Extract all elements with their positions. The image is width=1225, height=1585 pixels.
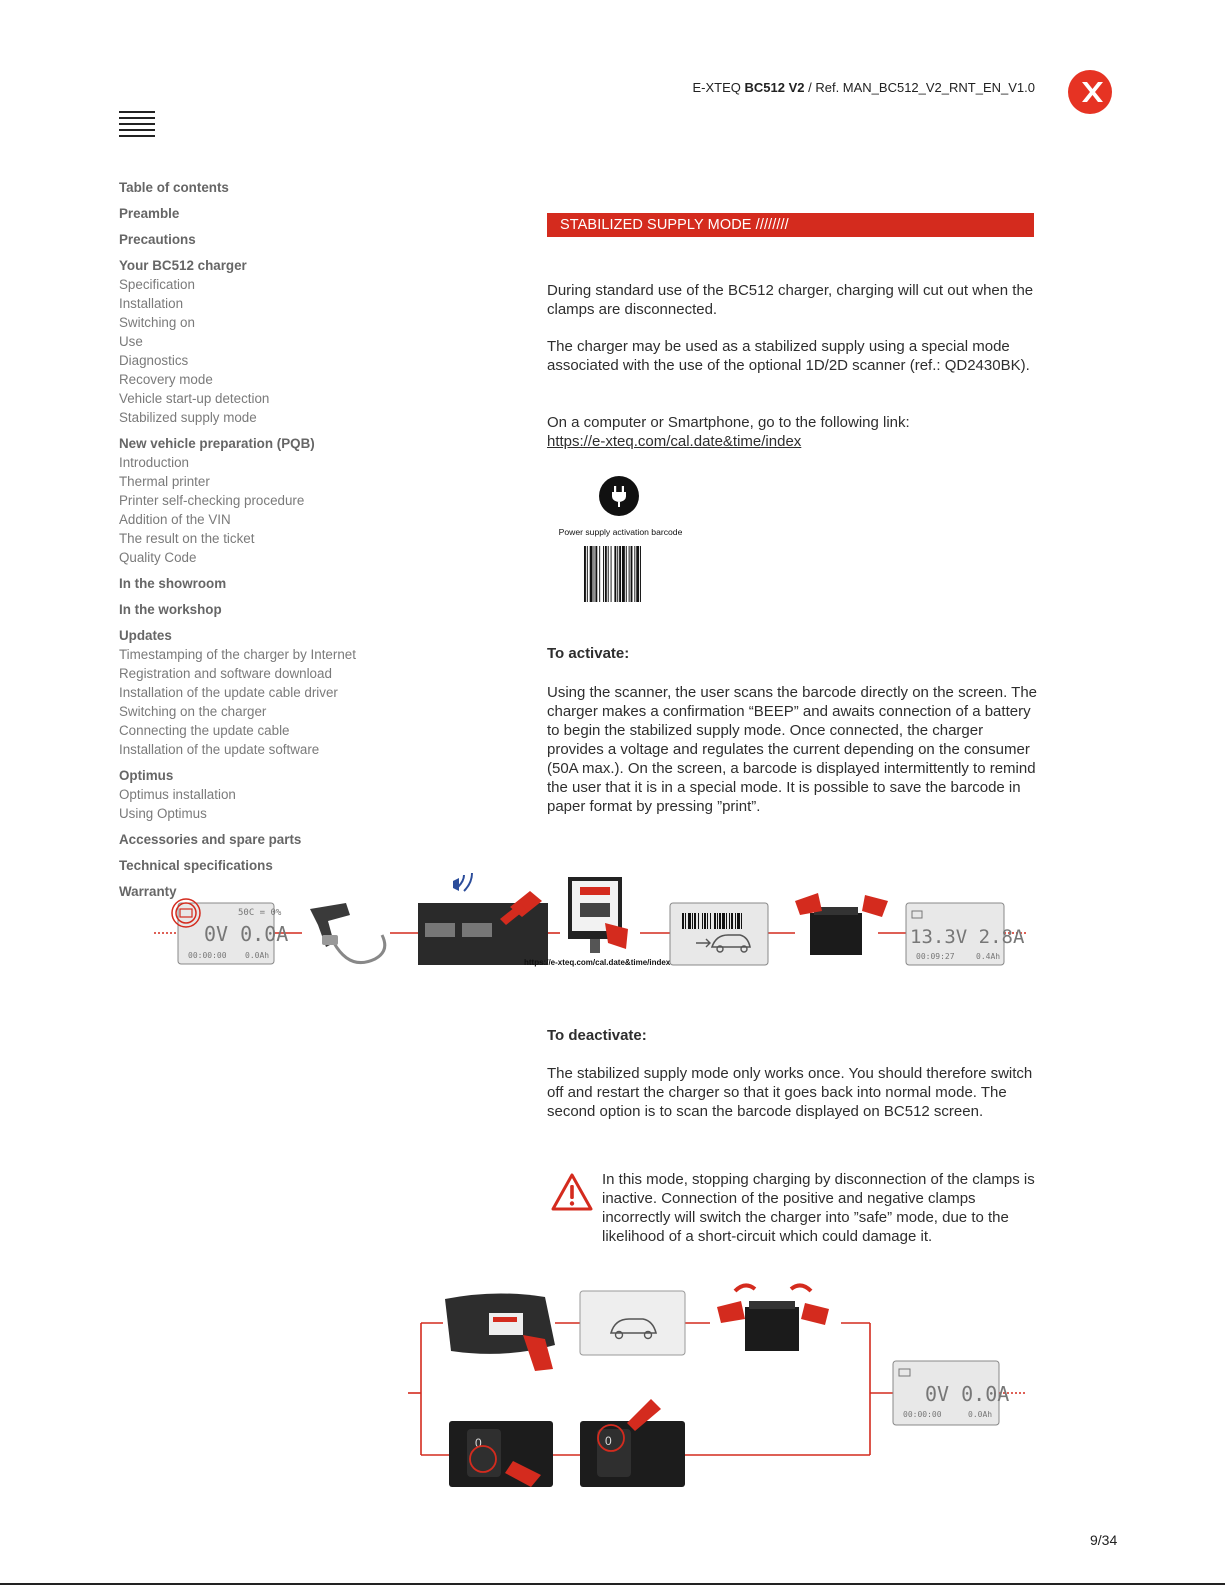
toc-item[interactable]: Vehicle start-up detection	[119, 391, 270, 406]
lcd-start-top: 50C = 0%	[238, 908, 282, 918]
toc-item[interactable]: Stabilized supply mode	[119, 410, 257, 425]
toc-item[interactable]: Switching on	[119, 315, 195, 330]
lcd-end-main: 13.3V 2.8A	[910, 926, 1025, 948]
lcd-screen-start	[172, 899, 288, 964]
warning-text: In this mode, stopping charging by disconnection of the clamps is inactive. Connection of the positive and negative clamps incorrectly will switch the charger into ”safe” mode, due to the likelihood of a short-circuit which could damage it.	[602, 1171, 1035, 1245]
document-reference	[690, 80, 1035, 95]
toc-item[interactable]: Diagnostics	[119, 353, 189, 368]
model-name: BC512 V2	[744, 80, 805, 95]
calibration-link[interactable]: https://e-xteq.com/cal.date&time/index	[547, 433, 802, 450]
lcd-screen-reset	[893, 1361, 1009, 1425]
toc-item[interactable]: Using Optimus	[119, 806, 207, 821]
barcode-image[interactable]	[584, 546, 654, 602]
deactivate-paragraph: The stabilized supply mode only works once. You should therefore switch off and restart the charger so that it goes back into normal mode. The second option is to scan the barcode displayed on BC512 screen.	[547, 1065, 1033, 1120]
toc-item[interactable]: Introduction	[119, 455, 189, 470]
activation-barcode-block	[553, 472, 688, 607]
toc-item[interactable]: Printer self-checking procedure	[119, 493, 305, 508]
exteq-logo[interactable]	[1068, 70, 1112, 114]
toc-item[interactable]: Registration and software download	[119, 666, 332, 681]
toc-item[interactable]: Recovery mode	[119, 372, 213, 387]
handheld-scanner-image	[310, 903, 385, 963]
activate-heading: To activate:	[547, 645, 630, 662]
toc-section-optimus[interactable]: Optimus	[119, 768, 174, 783]
charger-back-panel-image	[418, 873, 548, 965]
toc-item[interactable]: Switching on the charger	[119, 704, 267, 719]
intro-paragraph: During standard use of the BC512 charger, charging will cut out when the clamps are disconnected.	[547, 282, 1034, 318]
toc-item[interactable]: Connecting the update cable	[119, 723, 290, 738]
lcd-start-ah: 0.0Ah	[245, 951, 270, 960]
reference-code: / Ref. MAN_BC512_V2_RNT_EN_V1.0	[808, 80, 1035, 95]
charger-scan-image	[445, 1293, 555, 1371]
toc-section-updates[interactable]: Updates	[119, 628, 172, 643]
toc-item[interactable]: Optimus installation	[119, 787, 236, 802]
car-screen	[580, 1291, 685, 1355]
toc-section-precautions[interactable]: Precautions	[119, 232, 196, 247]
toc-item[interactable]: Specification	[119, 277, 195, 292]
toc-item[interactable]: Installation	[119, 296, 184, 311]
lcd-reset-time: 00:00:00	[903, 1410, 942, 1419]
warning-triangle-icon	[550, 1172, 594, 1212]
deactivation-flow-diagram	[405, 1283, 1040, 1505]
toc-item[interactable]: Thermal printer	[119, 474, 210, 489]
toc-section-new-vehicle-preparation[interactable]: New vehicle preparation (PQB)	[119, 436, 315, 451]
toc-section-showroom[interactable]: In the showroom	[119, 576, 227, 591]
lcd-start-time: 00:00:00	[188, 951, 227, 960]
link-paragraph	[547, 413, 1037, 451]
toc-section-workshop[interactable]: In the workshop	[119, 602, 222, 617]
deactivate-heading: To deactivate:	[547, 1027, 647, 1044]
lcd-reset-main: 0V 0.0A	[925, 1382, 1010, 1406]
switch-label-1: 0	[475, 1436, 482, 1450]
toc-item[interactable]: Addition of the VIN	[119, 512, 231, 527]
link-intro: On a computer or Smartphone, go to the following link:	[547, 414, 910, 431]
brand-name: E-XTEQ	[692, 80, 741, 95]
toc-item[interactable]: Use	[119, 334, 143, 349]
lcd-end-ah: 0.4Ah	[976, 952, 1001, 961]
barcode-caption: Power supply activation barcode	[558, 527, 683, 537]
power-switch-image-2	[580, 1399, 685, 1487]
toc-section-preamble[interactable]: Preamble	[119, 206, 180, 221]
toc-section-table-of-contents[interactable]: Table of contents	[119, 180, 229, 195]
page-number: 9/34	[1090, 1532, 1118, 1548]
lcd-start-main: 0V 0.0A	[204, 922, 289, 946]
switch-label-2: 0	[605, 1434, 612, 1448]
flow-url-caption: https://e-xteq.com/cal.date&time/index	[524, 958, 671, 967]
table-of-contents	[119, 178, 419, 901]
battery-clamps-image	[795, 893, 888, 955]
lcd-reset-ah: 0.0Ah	[968, 1410, 993, 1419]
lcd-screen-end	[906, 903, 1025, 965]
lcd-end-time: 00:09:27	[916, 952, 955, 961]
toc-section-warranty[interactable]: Warranty	[119, 884, 177, 899]
battery-disconnect-image	[717, 1285, 829, 1351]
toc-item[interactable]: Timestamping of the charger by Internet	[119, 647, 356, 662]
toc-item[interactable]: The result on the ticket	[119, 531, 255, 546]
toc-item[interactable]: Installation of the update software	[119, 742, 320, 757]
scanner-paragraph: The charger may be used as a stabilized supply using a special mode associated with the use of the optional 1D/2D scanner (ref.: QD2430BK).	[547, 338, 1030, 374]
toc-section-technical-specifications[interactable]: Technical specifications	[119, 858, 273, 873]
toc-item[interactable]: Quality Code	[119, 550, 197, 565]
menu-icon[interactable]	[119, 111, 155, 137]
toc-section-your-charger[interactable]: Your BC512 charger	[119, 258, 247, 273]
plug-icon	[599, 476, 639, 516]
toc-item[interactable]: Installation of the update cable driver	[119, 685, 338, 700]
x-logo-icon	[1068, 70, 1112, 114]
toc-section-accessories[interactable]: Accessories and spare parts	[119, 832, 302, 847]
section-title-banner: STABILIZED SUPPLY MODE ////////	[547, 213, 1034, 237]
power-switch-image-1	[449, 1421, 553, 1487]
activation-flow-diagram	[150, 873, 1040, 983]
activate-paragraph: Using the scanner, the user scans the barcode directly on the screen. The charger makes a confirmation “BEEP” and awaits connection of a battery to begin the stabilized supply mode. Once connected, the charger provides a voltage and regulates the current depending on the consumer (50A max.). On the screen, a barcode is displayed intermittently to remind the user that it is in a special mode. It is possible to save the barcode in paper format by pressing ”print”.	[547, 684, 1038, 815]
barcode-car-screen	[670, 903, 768, 965]
